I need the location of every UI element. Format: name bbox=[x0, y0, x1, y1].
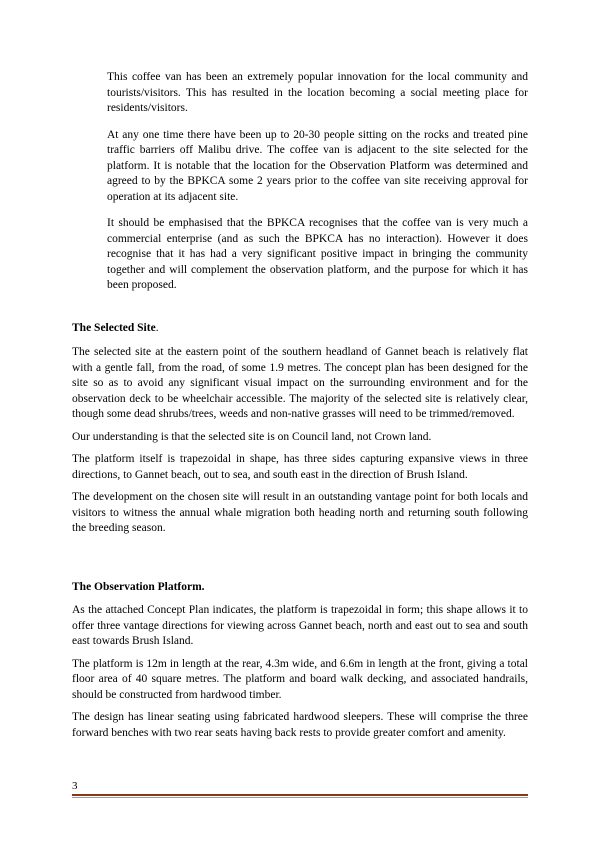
coffee-van-paragraph-1: This coffee van has been an extremely popular innovation for the local community and tourists/visitors. This has resulted in the location becoming a social meeting place for residents/visitors. bbox=[107, 71, 528, 114]
selected-site-paragraph-3: The platform itself is trapezoidal in shape, has three sides capturing expansive views in three directions, to Gannet beach, out to sea, and south east in the direction of Brush Island. bbox=[72, 453, 528, 481]
observation-platform-body bbox=[72, 603, 528, 748]
selected-site-body bbox=[72, 345, 528, 544]
observation-platform-paragraph-3: The design has linear seating using fabricated hardwood sleepers. These will comprise the three forward benches with two rear seats having back rests to provide greater comfort and amenity. bbox=[72, 711, 528, 739]
page-number: 3 bbox=[72, 780, 78, 792]
observation-platform-paragraph-1: As the attached Concept Plan indicates, the platform is trapezoidal in form; this shape allows it to offer three vantage directions for viewing across Gannet beach, north and east out to sea and south east towards Brush Island. bbox=[72, 604, 528, 647]
coffee-van-paragraph-3: It should be emphasised that the BPKCA recognises that the coffee van is very much a commercial enterprise (and as such the BPKCA has no interaction). However it does recognise that it has had a very significant positive impact in bringing the community together and will complement the observation platform, and the purpose for which it has been proposed. bbox=[107, 217, 528, 291]
observation-platform-heading: The Observation Platform. bbox=[72, 581, 205, 593]
coffee-van-paragraph-2: At any one time there have been up to 20-30 people sitting on the rocks and treated pine traffic barriers off Malibu drive. The coffee van is adjacent to the site selected for the platform. It is notable that the location for the Observation Platform was determined and agreed to by the BPKCA some 2 years prior to the coffee van site receiving approval for operation at its adjacent site. bbox=[107, 128, 528, 203]
selected-site-paragraph-2: Our understanding is that the selected site is on Council land, not Crown land. bbox=[72, 430, 432, 443]
selected-site-paragraph-1: The selected site at the eastern point of the southern headland of Gannet beach is relatively flat with a gentle fall, from the road, of some 1.9 metres. The concept plan has been designed for the site so as to avoid any significant visual impact on the surrounding environment and for the observation deck to be wheelchair accessible. The majority of the selected site is relatively clear, though some dead shrubs/trees, weeds and non-native grasses will need to be trimmed/removed. bbox=[72, 346, 528, 420]
selected-site-paragraph-4: The development on the chosen site will result in an outstanding vantage point for both locals and visitors to witness the annual whale migration both heading north and returning south following the breeding season. bbox=[72, 491, 528, 534]
selected-site-heading bbox=[72, 321, 159, 336]
footer-rule bbox=[72, 794, 528, 796]
coffee-van-section bbox=[107, 70, 528, 305]
selected-site-heading-text: The Selected Site bbox=[72, 322, 156, 334]
footer-rule-accent bbox=[72, 797, 528, 798]
selected-site-heading-period: . bbox=[155, 322, 159, 334]
observation-platform-paragraph-2: The platform is 12m in length at the rear, 4.3m wide, and 6.6m in length at the front, giving a total floor area of 40 square metres. The platform and board walk decking, and associated handrails, should be constructed from hardwood timber. bbox=[72, 657, 528, 701]
